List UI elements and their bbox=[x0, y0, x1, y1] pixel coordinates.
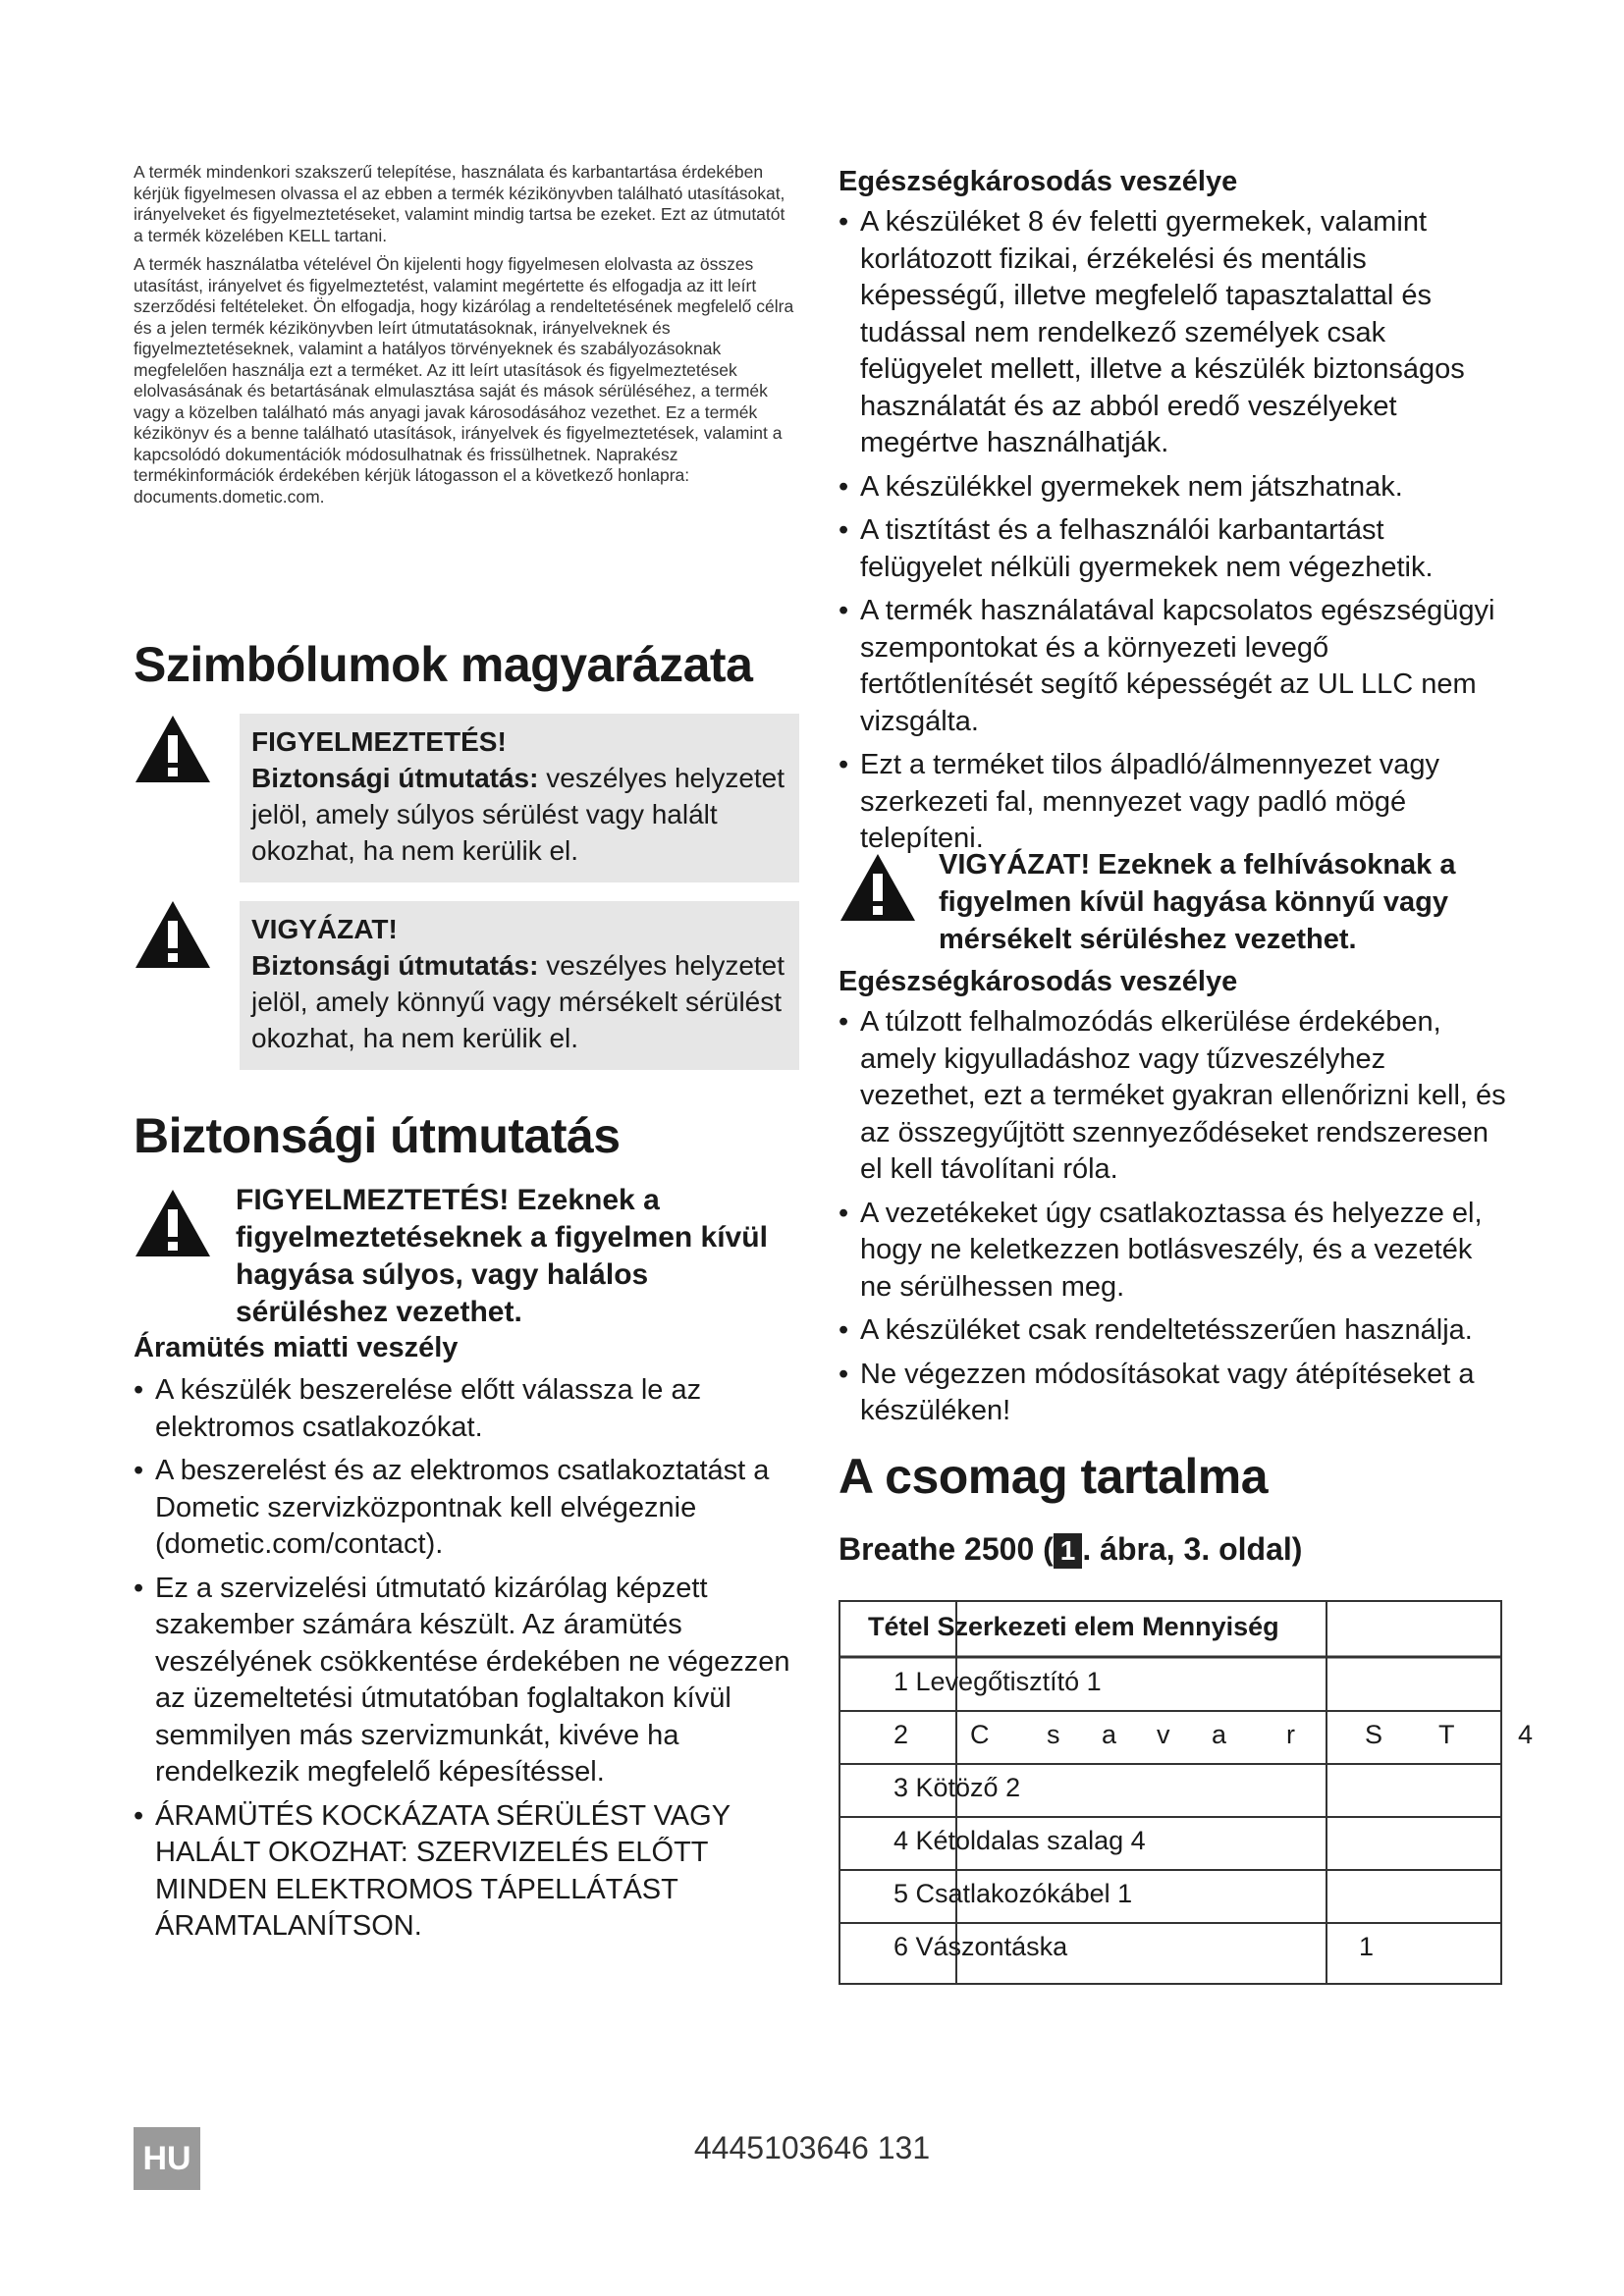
electric-section bbox=[134, 1331, 797, 1952]
caution-symbol-icon bbox=[134, 899, 212, 975]
symbols-heading: Szimbólumok magyarázata bbox=[134, 637, 753, 692]
electric-list bbox=[134, 1372, 797, 1946]
row2-char-3: a bbox=[1102, 1720, 1117, 1749]
row2-char-1: C bbox=[970, 1720, 990, 1749]
safety-warning-text: FIGYELMEZTETÉS! Ezeknek a figyelmeztetéseknek a figyelmen kívül hagyása súlyos, vagy halálos sérüléshez vezethet. bbox=[236, 1184, 768, 1328]
warning-symbol-icon bbox=[134, 714, 212, 789]
health-section bbox=[839, 165, 1506, 865]
figure-number-badge: 1 bbox=[1054, 1533, 1083, 1569]
health-list bbox=[839, 204, 1506, 858]
health-item: • A készüléket 8 év feletti gyermekek, valamint korlátozott fizikai, érzékelési és mentális képességű, illetve megfelelő tapasztalattal és tudással nem rendelkező személyek csak felügyelet mellett, illetve a készülék biztonságos használatát és az abból eredő veszélyeket megértve használhatják. bbox=[839, 204, 1506, 462]
warning-title: FIGYELMEZTETÉS! bbox=[251, 726, 507, 757]
electric-heading: Áramütés miatti veszély bbox=[134, 1332, 459, 1363]
row2-char-6: r bbox=[1286, 1720, 1295, 1749]
health2-item: • Ne végezzen módosításokat vagy átépítéseket a készüléken! bbox=[839, 1357, 1506, 1430]
table-row-4: 4 Kétoldalas szalag 4 bbox=[893, 1826, 1146, 1855]
electric-item: • ÁRAMÜTÉS KOCKÁZATA SÉRÜLÉST VAGY HALÁLT OKOZHAT: SZERVIZELÉS ELŐTT MINDEN ELEKTROMOS TÁPELLÁTÁST ÁRAMTALANÍTSON. bbox=[134, 1798, 797, 1946]
package-subheading bbox=[839, 1531, 1302, 1569]
caution-title: VIGYÁZAT! bbox=[251, 914, 398, 944]
health2-list bbox=[839, 1004, 1506, 1430]
health2-heading: Egészségkárosodás veszélye bbox=[839, 966, 1238, 997]
health2-item: • A túlzott felhalmozódás elkerülése érdekében, amely kigyulladáshoz vagy tűzveszélyhez vezethet, ezt a terméket gyakran ellenőrizni kell, és az összegyűjtött szennyeződéseket rendszeresen el kell távolítani róla. bbox=[839, 1004, 1506, 1189]
row2-char-7: S bbox=[1365, 1720, 1383, 1749]
health2-item: • A vezetékeket úgy csatlakoztassa és helyezze el, hogy ne keletkezzen botlásveszély, és a vezeték ne sérülhessen meg. bbox=[839, 1196, 1506, 1307]
electric-item: • Ez a szervizelési útmutató kizárólag képzett szakember számára készült. Az áramütés veszélyének csökkentése érdekében ne végezzen az üzemeltetési útmutatóban foglaltakon kívül semmilyen más szervizmunkát, kivéve ha rendelkezik megfelelő képesítéssel. bbox=[134, 1571, 797, 1791]
health-heading: Egészségkárosodás veszélye bbox=[839, 166, 1238, 197]
caution-text: VIGYÁZAT! Ezeknek a felhívásoknak a figyelmen kívül hagyása könnyű vagy mérsékelt sérüléshez vezethet. bbox=[939, 849, 1456, 955]
left-column bbox=[134, 162, 797, 515]
package-heading: A csomag tartalma bbox=[839, 1449, 1269, 1504]
intro bbox=[134, 162, 797, 507]
table-row-3: 3 Kötöző 2 bbox=[893, 1773, 1021, 1802]
health-item: • A termék használatával kapcsolatos egészségügyi szempontokat és a környezeti levegő fertőtlenítését segítő képességét az UL LLC nem vizsgálta. bbox=[839, 593, 1506, 740]
caution-definition bbox=[240, 901, 799, 1070]
health2-item: • A készüléket csak rendeltetésszerűen használja. bbox=[839, 1312, 1506, 1350]
safety-heading: Biztonsági útmutatás bbox=[134, 1108, 621, 1163]
package-subheading-pre: Breathe 2500 ( bbox=[839, 1531, 1054, 1567]
table-row-5: 5 Csatlakozókábel 1 bbox=[893, 1879, 1133, 1908]
intro-paragraph-2: A termék használatba vételével Ön kijelenti hogy figyelmesen elolvasta az összes utasítást, irányelvet és figyelmeztetést, valamint megértette és elfogadja az itt leírt szerződési feltételeket. Ön elfogadja, hogy kizárólag a rendeltetésének megfelelő célra és a jelen termék kézikönyvben leírt útmutatásoknak, irányelveknek és figyelmeztetéseknek, valamint a hatályos törvényeknek és szabályozásoknak megfelelően használja ezt a terméket. Az itt leírt utasítások és figyelmeztetések elolvasásának és betartásának elmulasztása saját és mások sérüléséhez, a termék vagy a közelben található más anyagi javak károsodásához vezethet. Ez a termék kézikönyv és a benne található utasítások, irányelvek és figyelmeztetések, valamint a kapcsolódó dokumentációk módosulhatnak és frissülhetnek. Naprakész termékinformációk érdekében kérjük látogasson el a következő honlapra: documents.dometic.com. bbox=[134, 254, 794, 507]
warning-text: veszélyes helyzetet jelöl, amely súlyos sérülést vagy halált okozhat, ha nem kerülik el. bbox=[251, 763, 785, 866]
row2-char-4: v bbox=[1157, 1720, 1170, 1749]
caution-text: veszélyes helyzetet jelöl, amely könnyű vagy mérsékelt sérülést okozhat, ha nem kerülik el. bbox=[251, 950, 785, 1053]
row2-trailing: 4 bbox=[1518, 1720, 1534, 1749]
table-row-1: 1 Levegőtisztító 1 bbox=[893, 1667, 1102, 1696]
table-header: Tétel Szerkezeti elem Mennyiség bbox=[868, 1612, 1279, 1641]
language-badge: HU bbox=[134, 2127, 200, 2190]
health-item: • A készülékkel gyermekek nem játszhatnak. bbox=[839, 469, 1506, 507]
safety-warning-icon bbox=[134, 1188, 212, 1263]
warning-label: Biztonsági útmutatás: bbox=[251, 763, 539, 793]
health-item: • A tisztítást és a felhasználói karbantartást felügyelet nélküli gyermekek nem végezhetik. bbox=[839, 512, 1506, 586]
electric-item: • A készülék beszerelése előtt válassza le az elektromos csatlakozókat. bbox=[134, 1372, 797, 1446]
electric-item: • A beszerelést és az elektromos csatlakoztatást a Dometic szervizközpontnak kell elvégeznie (dometic.com/contact). bbox=[134, 1453, 797, 1564]
intro-paragraph-1: A termék mindenkori szakszerű telepítése, használata és karbantartása érdekében kérjük figyelmesen olvassa el az ebben a termék kézikönyvben található utasításokat, irányelveket és figyelmeztetéseket, valamint mindig tartsa be ezeket. Ezt az útmutatót a termék közelében KELL tartani. bbox=[134, 162, 785, 245]
caution-icon bbox=[839, 852, 917, 928]
package-table bbox=[839, 1600, 1534, 1985]
table-row-6-qty: 1 bbox=[1359, 1932, 1375, 1961]
row2-char-0: 2 bbox=[893, 1720, 909, 1749]
row2-char-2: s bbox=[1047, 1720, 1060, 1749]
caution-label: Biztonsági útmutatás: bbox=[251, 950, 539, 981]
row2-char-5: a bbox=[1212, 1720, 1227, 1749]
health-item: • Ezt a terméket tilos álpadló/álmennyezet vagy szerkezeti fal, mennyezet vagy padló mögé telepíteni. bbox=[839, 747, 1506, 858]
warning-definition bbox=[240, 714, 799, 882]
row2-char-8: T bbox=[1438, 1720, 1455, 1749]
package-subheading-post: . ábra, 3. oldal) bbox=[1082, 1531, 1303, 1567]
table-row-6: 6 Vászontáska bbox=[893, 1932, 1068, 1961]
page-number: 4445103646 131 bbox=[693, 2130, 931, 2165]
health2-section bbox=[839, 965, 1506, 1437]
